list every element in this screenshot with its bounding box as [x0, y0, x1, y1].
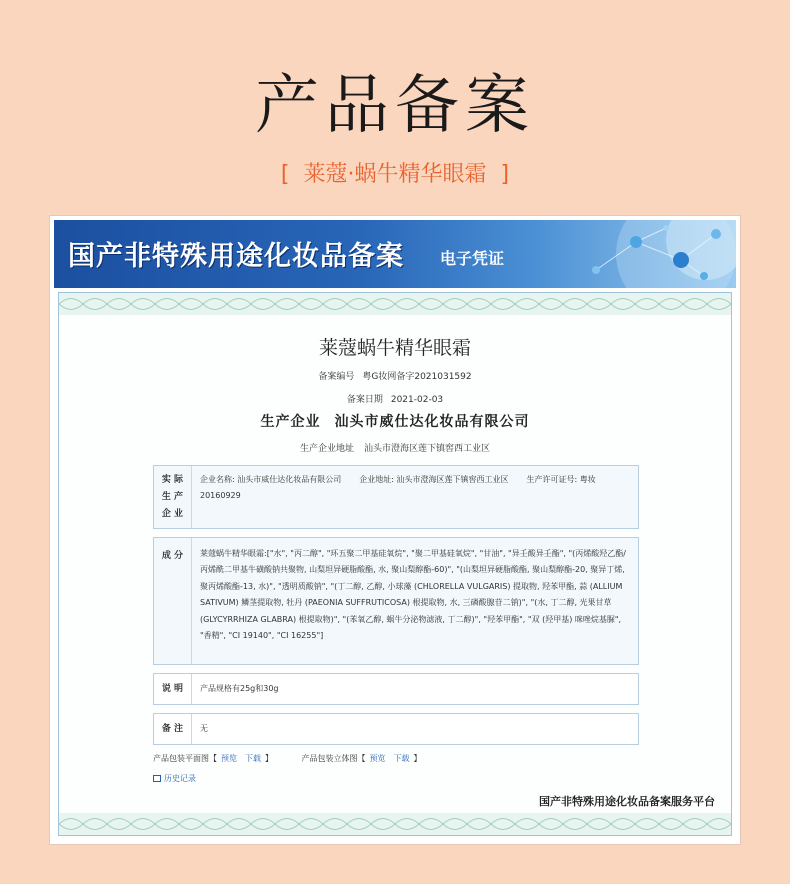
description-label: 说 明 [154, 674, 192, 704]
packaging-solid-label: 产品包装立体图 [301, 754, 358, 763]
remark-text: 无 [200, 724, 208, 733]
certificate-panel [58, 292, 732, 836]
subtitle-text: 莱蔻·蜗牛精华眼霜 [303, 162, 487, 187]
packaging-solid-group [302, 754, 422, 763]
platform-name: 国产非特殊用途化妆品备案服务平台 [539, 795, 715, 808]
subtitle-bracket-close: ] [500, 162, 510, 187]
record-number-line [59, 369, 731, 382]
actual-label-line: 生 产 [161, 491, 184, 502]
description-box [153, 673, 639, 705]
record-date-line [59, 392, 731, 405]
banner-subtitle: 电子凭证 [440, 249, 505, 268]
license-number-cont: 20160929 [200, 491, 241, 500]
ingredients-text: 莱蔻蜗牛精华眼霜:["水", "丙二醇", "环五聚二甲基硅氧烷", "聚二甲基硅氧烷", "甘油", "异壬酸异壬酯", "(丙烯酸羟乙酯/丙烯酰二甲基牛磺酸钠共聚物, 山梨坦异硬脂酸酯, 水, 聚山梨醇酯-60)", "(山梨坦异硬脂酸酯, 聚山梨醇酯-20, 聚异丁烯, 聚丙烯酸酯-13, 水)", "透明质酸钠", "(丁二醇, 乙醇, 小球藻 (CHLORELLA VULGARIS) 提取物, 羟苯甲酯, 蒜 (ALLIUM SATIVUM) 鳞茎提取物, 牡丹 (PAEONIA SUFFRUTICOSA) 根提取物, 水, 三磷酸腺苷二钠)", "(水, 丁二醇, 光果甘草 (GLYCYRRHIZA GLABRA) 根提取物)", "(苯氧乙醇, 蜗牛分泌物滤液, 丁二醇)", "羟苯甲酯", "双 (羟甲基) 咪唑烷基脲", "香精", "CI 19140", "CI 16255"] [200, 549, 626, 641]
company-label: 生产企业 [260, 414, 321, 430]
company-line [59, 411, 731, 431]
bracket-close: 】 [265, 754, 273, 763]
guilloche-border-bottom [59, 813, 731, 835]
record-date-label: 备案日期 [346, 395, 383, 405]
bracket-close: 】 [413, 754, 422, 763]
certificate-banner [54, 220, 736, 288]
banner-title: 国产非特殊用途化妆品备案 [68, 241, 404, 272]
actual-company-name: 企业名称: 汕头市威仕达化妆品有限公司 [200, 475, 342, 484]
actual-company-address: 企业地址: 汕头市澄海区莲下镇窖西工业区 [359, 475, 509, 484]
actual-manufacturer-label [154, 466, 192, 528]
flat-download-link[interactable]: 下载 [245, 754, 261, 763]
bracket-open: 【 [209, 754, 217, 763]
history-icon [153, 775, 161, 782]
subtitle-bracket-open: [ [280, 162, 290, 187]
remark-label: 备 注 [154, 714, 192, 744]
record-number-label: 备案编号 [318, 372, 355, 382]
solid-download-link[interactable]: 下载 [393, 754, 410, 763]
actual-label-line: 实 际 [161, 474, 184, 485]
description-text: 产品规格有25g和30g [200, 684, 279, 693]
ingredients-label: 成 分 [154, 538, 192, 664]
history-label: 历史记录 [164, 774, 196, 783]
guilloche-border-top [59, 293, 731, 315]
product-name: 莱蔻蜗牛精华眼霜 [318, 337, 471, 359]
company-name: 汕头市威仕达化妆品有限公司 [334, 414, 530, 430]
address-label: 生产企业地址 [299, 444, 354, 454]
packaging-flat-label: 产品包装平面图 [153, 754, 209, 763]
certificate [50, 216, 740, 844]
solid-preview-link[interactable]: 预览 [369, 754, 386, 763]
license-number: 生产许可证号: 粤妆 [526, 475, 596, 484]
page-title: 产品备案 [255, 69, 535, 143]
actual-label-line: 企 业 [161, 508, 184, 519]
ingredients-box [153, 537, 639, 665]
page-subtitle [0, 160, 790, 190]
record-date: 2021-02-03 [390, 395, 444, 405]
remark-box [153, 713, 639, 745]
flat-preview-link[interactable]: 预览 [221, 754, 237, 763]
record-number: 粤G妆网备字2021031592 [362, 372, 472, 382]
packaging-links [153, 753, 448, 764]
actual-manufacturer-content [192, 466, 638, 528]
actual-manufacturer-box [153, 465, 639, 529]
packaging-flat-group [153, 754, 276, 763]
bracket-open: 【 [357, 754, 366, 763]
address-line [59, 441, 731, 454]
network-globe-icon [476, 220, 736, 288]
history-link[interactable] [153, 773, 196, 784]
company-address: 汕头市澄海区莲下镇窖西工业区 [364, 444, 491, 454]
